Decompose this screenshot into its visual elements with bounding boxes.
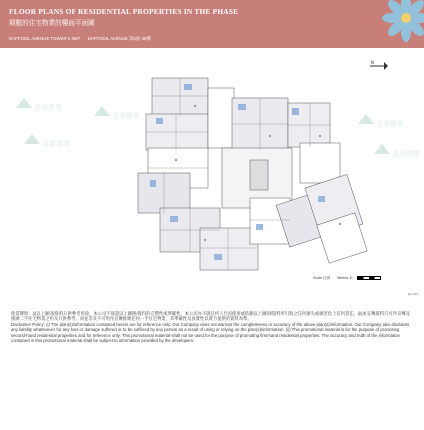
disclaimer-en: Disclaimer Policy: (i) The plan(s)/information contained herein are for reference only. Our Company does not warrant the completeness or accuracy of the above plan(s)/information. Our Company also disclaims any liability whatsoever for any loss or damage suffered or to be suffered by any person as a result of using or relying on the plan(s)/information. (ii) This promotional material is for the purpose of promoting second-hand residential properties and for reference only. This promotional material shall not be used for the purpose of promoting first-hand residential properties. The accuracy and truth of the information contained in this promotional material shall be subject to information provided by the developers.: [11, 321, 410, 344]
watermark-label: 香港置業: [34, 104, 62, 112]
disclaimer-block: [11, 311, 411, 343]
agency-watermark-icon: [92, 100, 140, 132]
watermark-label: 香港置業: [376, 120, 404, 128]
tower-floor-label: [9, 36, 157, 42]
reference-code: EL-C55: [407, 292, 418, 296]
header-banner: [0, 0, 424, 48]
watermark-label: 香港置業: [392, 150, 420, 158]
agency-watermark-icon: [14, 92, 62, 124]
floor-plan-drawing: [0, 48, 424, 298]
page-title: FLOOR PLANS OF RESIDENTIAL PROPERTIES IN THE PHASE: [9, 7, 239, 16]
agency-watermark-icon: [356, 108, 404, 140]
flower-decoration-icon: [382, 0, 424, 42]
disclaimer-zh: 免責聲明：(i)以上圖則/資料只供參考用途，本公司不保證以上圖則/資料的完整性或準確性，本公司亦不就任何人仕因使用或依賴以上圖則/資料所引致之任何損失或損害負上任何責任。(ii)本宣傳資料只可作宣傳及推廣二手住宅物業之用及只供參考，而並非及不可用作宣傳推廣任何一手住宅物業，其準確性及真實性以賣方提供的資料為準。: [11, 311, 410, 322]
scale-label: Scale 比例: [313, 276, 331, 280]
agency-watermark-icon: [372, 138, 420, 170]
north-arrow-icon: [368, 60, 388, 72]
watermark-label: 香港置業: [112, 112, 140, 120]
scale-bar: [357, 276, 381, 280]
page-title-zh: 期數的住宅物業的樓面平面圖: [9, 20, 95, 27]
svg-text:N: N: [371, 60, 374, 65]
tower-floor-label-en: DAFFODIL AVENUE TOWER 5 38/F: [9, 36, 81, 41]
scale-unit-label: Metres 米: [337, 276, 353, 280]
scale-legend: [313, 276, 381, 281]
watermark-label: 香港置業: [42, 140, 70, 148]
tower-floor-label-zh: DAFFODIL AVENUE 第5座 38樓: [87, 36, 151, 41]
agency-watermark-icon: [22, 128, 70, 160]
